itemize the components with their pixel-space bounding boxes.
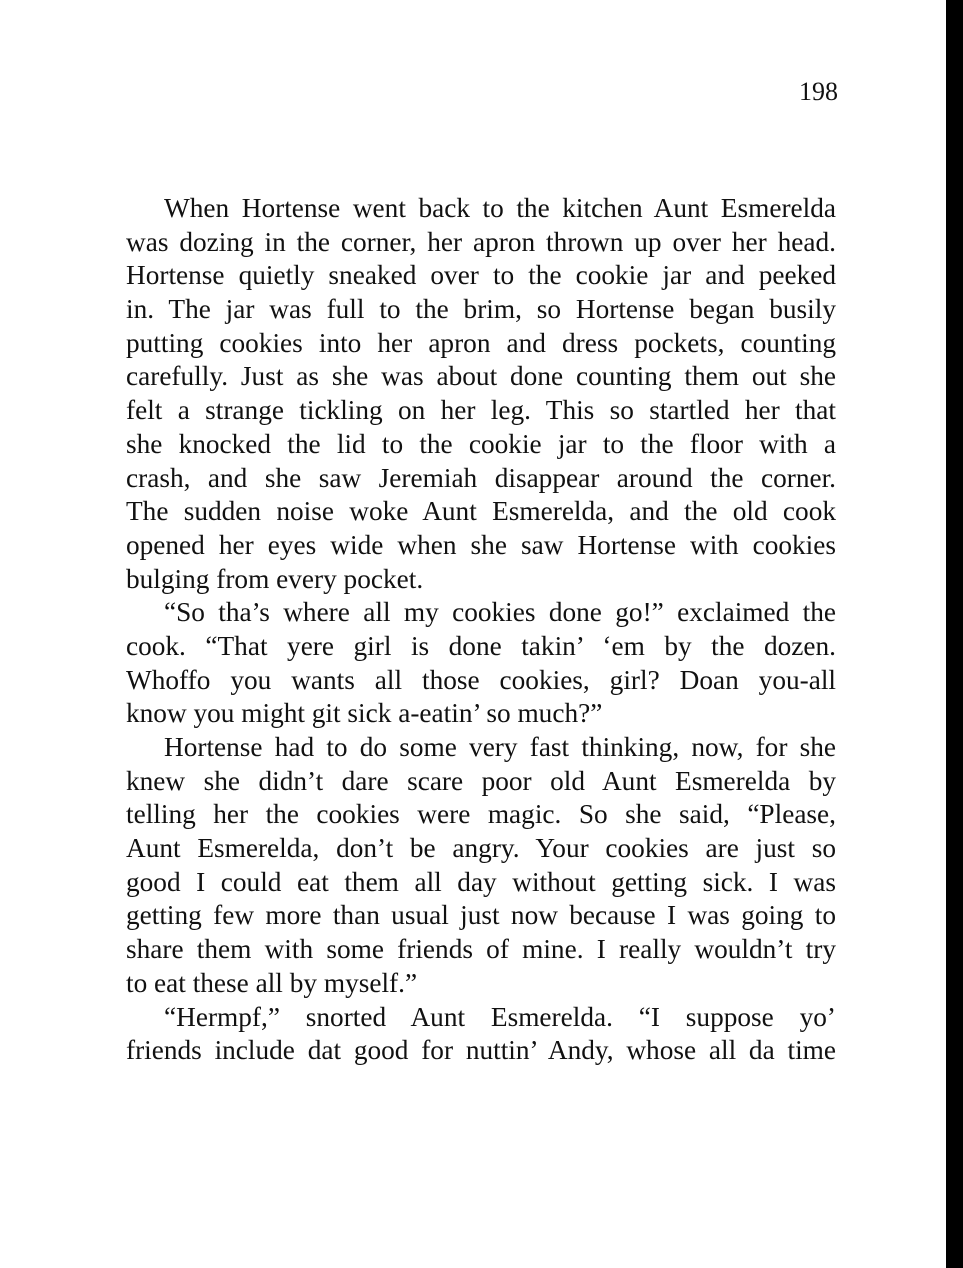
body-text bbox=[126, 192, 836, 1068]
text-line: getting few more than usual just now because I was going to bbox=[126, 900, 836, 931]
text-line: knew she didn’t dare scare poor old Aunt Esmerelda by bbox=[126, 765, 836, 796]
text-line: Hortense quietly sneaked over to the cookie jar and peeked bbox=[126, 260, 836, 291]
text-line: Aunt Esmerelda, don’t be angry. Your cookies are just so bbox=[126, 833, 836, 864]
text-line: When Hortense went back to the kitchen Aunt Esmerelda bbox=[164, 193, 836, 223]
text-line: she knocked the lid to the cookie jar to the floor with a bbox=[126, 428, 836, 459]
text-line: crash, and she saw Jeremiah disappear around the corner. bbox=[126, 462, 836, 493]
text-line: telling her the cookies were magic. So she said, “Please, bbox=[126, 799, 836, 830]
text-line: “So tha’s where all my cookies done go!” exclaimed the bbox=[164, 597, 836, 628]
text-line: good I could eat them all day without getting sick. I was bbox=[126, 866, 836, 897]
text-line: was dozing in the corner, her apron thrown up over her head. bbox=[126, 226, 836, 257]
text-line: bulging from every pocket. bbox=[126, 563, 424, 594]
text-line: cook. “That yere girl is done takin’ ‘em by the dozen. bbox=[126, 630, 836, 661]
text-line: opened her eyes wide when she saw Hortense with cookies bbox=[126, 529, 836, 560]
text-line: to eat these all by myself.” bbox=[126, 967, 418, 998]
text-line: know you might git sick a-eatin’ so much?” bbox=[126, 698, 603, 729]
text-line: felt a strange tickling on her leg. This so startled her that bbox=[126, 395, 836, 426]
text-line: putting cookies into her apron and dress pockets, counting bbox=[126, 327, 836, 358]
text-line: carefully. Just as she was about done counting them out she bbox=[126, 361, 836, 392]
text-line: friends include dat good for nuttin’ Andy, whose all da time bbox=[126, 1035, 836, 1066]
text-line: The sudden noise woke Aunt Esmerelda, and the old cook bbox=[126, 496, 836, 527]
text-line: Whoffo you wants all those cookies, girl? Doan you-all bbox=[126, 664, 836, 695]
text-line: share them with some friends of mine. I really wouldn’t try bbox=[126, 934, 836, 965]
page-number: 198 bbox=[799, 77, 838, 106]
text-line: in. The jar was full to the brim, so Hortense began busily bbox=[126, 294, 836, 325]
scan-edge-bar bbox=[946, 0, 963, 1268]
text-line: “Hermpf,” snorted Aunt Esmerelda. “I suppose yo’ bbox=[164, 1001, 836, 1032]
text-line: Hortense had to do some very fast thinking, now, for she bbox=[164, 732, 836, 762]
